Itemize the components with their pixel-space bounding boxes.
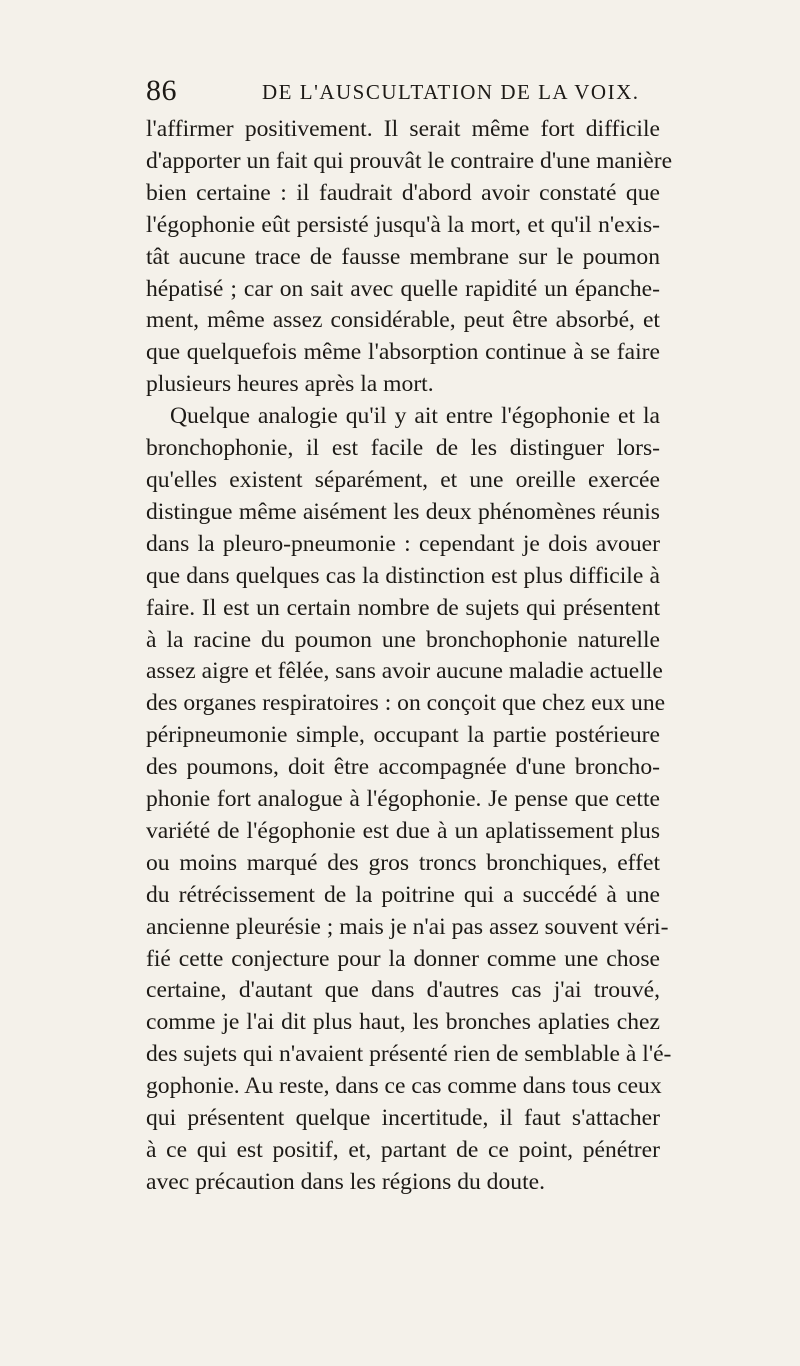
- text-line: comme je l'ai dit plus haut, les bronches aplaties chez: [146, 1009, 660, 1036]
- running-head: DE L'AUSCULTATION DE LA VOIX.: [262, 80, 640, 104]
- text-line: distingue même aisément les deux phénomènes réunis: [146, 498, 660, 525]
- text-line: Quelque analogie qu'il y ait entre l'égophonie et la: [170, 403, 660, 430]
- text-line: fié cette conjecture pour la donner comme une chose: [146, 945, 660, 972]
- text-line: d'apporter un fait qui prouvât le contraire d'une manière: [146, 147, 673, 174]
- text-line: bronchophonie, il est facile de les distinguer lors-: [146, 435, 660, 462]
- text-line: certaine, d'autant que dans d'autres cas j'ai trouvé,: [146, 977, 660, 1004]
- text-line: qu'elles existent séparément, et une oreille exercée: [146, 466, 660, 493]
- text-line: hépatisé ; car on sait avec quelle rapidité un épanche-: [146, 275, 660, 302]
- text-line: péripneumonie simple, occupant la partie postérieure: [146, 722, 660, 749]
- text-line: assez aigre et fêlée, sans avoir aucune maladie actuelle: [146, 658, 663, 685]
- text-line: ou moins marqué des gros troncs bronchiques, effet: [146, 849, 660, 876]
- text-line: à ce qui est positif, et, partant de ce point, pénétrer: [146, 1137, 660, 1163]
- text-line: gophonie. Au reste, dans ce cas comme dans tous ceux: [146, 1073, 662, 1100]
- text-line: du rétrécissement de la poitrine qui a succédé à une: [146, 881, 660, 908]
- text-line: plusieurs heures après la mort.: [146, 371, 434, 398]
- text-line: à la racine du poumon une bronchophonie naturelle: [146, 626, 660, 653]
- text-line: que quelquefois même l'absorption continue à se faire: [146, 339, 660, 366]
- body-text: [146, 114, 673, 1199]
- text-line: variété de l'égophonie est due à un aplatissement plus: [146, 817, 660, 844]
- text-line: ment, même assez considérable, peut être absorbé, et: [146, 307, 660, 334]
- text-line: phonie fort analogue à l'égophonie. Je pense que cette: [146, 786, 660, 813]
- text-line: dans la pleuro-pneumonie : cependant je dois avouer: [146, 530, 660, 557]
- text-line: des organes respiratoires : on conçoit que chez eux une: [146, 690, 666, 717]
- page-number: 86: [146, 74, 177, 107]
- text-line: ancienne pleurésie ; mais je n'ai pas assez souvent véri-: [146, 913, 669, 940]
- text-line: que dans quelques cas la distinction est plus difficile à: [146, 562, 660, 589]
- text-line: des sujets qui n'avaient présenté rien de semblable à l'é-: [146, 1041, 672, 1068]
- text-line: l'égophonie eût persisté jusqu'à la mort, et qu'il n'exis-: [146, 211, 660, 238]
- text-line: faire. Il est un certain nombre de sujets qui présentent: [146, 594, 660, 621]
- text-line: qui présentent quelque incertitude, il faut s'attacher: [146, 1105, 660, 1132]
- text-line: l'affirmer positivement. Il serait même fort difficile: [146, 116, 660, 142]
- text-line: des poumons, doit être accompagnée d'une broncho-: [146, 754, 660, 781]
- text-line: avec précaution dans les régions du doute.: [146, 1168, 545, 1195]
- text-line: bien certaine : il faudrait d'abord avoir constaté que: [146, 179, 660, 206]
- page-header: [146, 74, 658, 108]
- text-line: tât aucune trace de fausse membrane sur le poumon: [146, 243, 660, 270]
